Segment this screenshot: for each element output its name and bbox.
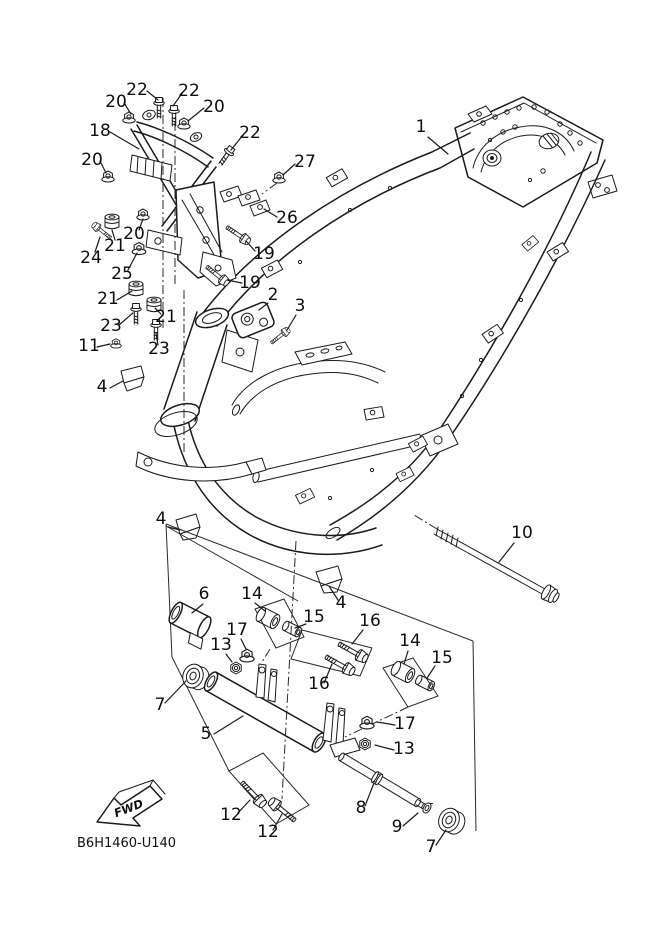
- callout-21: 3: [294, 296, 306, 316]
- nut-part-13-left: [231, 662, 241, 674]
- damper-part-21-a: [105, 214, 119, 229]
- front-bracket-assembly: [130, 109, 275, 340]
- nut-part-13-right: [360, 738, 370, 750]
- callout-34: 13: [210, 635, 232, 655]
- bottom-link-assembly: [162, 527, 561, 838]
- callout-2: 20: [105, 92, 127, 112]
- bolt-part-12-left: [238, 778, 269, 810]
- callout-32: 15: [431, 648, 453, 668]
- collar-part-15-right: [414, 674, 436, 692]
- callout-0: 22: [126, 80, 148, 100]
- bolt-part-22-b: [169, 106, 179, 127]
- callout-39: 13: [393, 739, 415, 759]
- callout-3: 20: [203, 97, 225, 117]
- callout-10: 21: [104, 236, 126, 256]
- callout-25: 4: [335, 593, 347, 613]
- callout-13: 25: [111, 264, 133, 284]
- nut-part-20-a: [123, 112, 135, 123]
- collar-part-15-left: [281, 620, 303, 638]
- callout-12: 19: [253, 244, 275, 264]
- callout-44: 7: [425, 837, 437, 857]
- callout-36: 16: [308, 674, 330, 694]
- callout-33: 17: [226, 620, 248, 640]
- callout-30: 16: [359, 611, 381, 631]
- callout-20: 2: [267, 285, 279, 305]
- diagram-code: B6H1460-U140: [77, 836, 177, 851]
- callout-19: 11: [78, 336, 100, 356]
- callout-40: 12: [220, 805, 242, 825]
- callout-15: 21: [97, 289, 119, 309]
- bushing-part-14-left: [254, 606, 282, 630]
- callout-11: 24: [80, 248, 102, 268]
- link-part-5: [202, 664, 360, 757]
- bushing-part-14-right: [389, 660, 417, 684]
- nut-part-20-c: [102, 171, 114, 182]
- nut-part-20-b: [178, 118, 190, 129]
- callout-38: 17: [394, 714, 416, 734]
- mount-part-7-right: [435, 805, 469, 838]
- bracket-part-26: [220, 186, 270, 216]
- nut-part-20-d: [137, 209, 149, 220]
- callout-29: 15: [303, 607, 325, 627]
- callout-27: 6: [198, 584, 210, 604]
- callout-14: 19: [239, 273, 261, 293]
- fwd-arrow: [97, 780, 165, 826]
- nut-part-27: [273, 172, 285, 183]
- callout-37: 5: [200, 724, 212, 744]
- callout-1: 22: [178, 81, 200, 101]
- callout-35: 7: [154, 695, 166, 715]
- callout-28: 14: [241, 584, 263, 604]
- fwd-arrow-label: FWD: [112, 796, 146, 821]
- bolt-part-10: [434, 527, 562, 606]
- nut-part-17-right: [360, 716, 374, 729]
- callout-8: 26: [276, 208, 298, 228]
- callout-26: 10: [511, 523, 533, 543]
- callout-23: 1: [415, 117, 427, 137]
- nut-part-25: [132, 243, 146, 255]
- callout-6: 20: [81, 150, 103, 170]
- callout-5: 22: [239, 123, 261, 143]
- callout-42: 8: [355, 798, 367, 818]
- callout-16: 23: [100, 316, 122, 336]
- nut-part-17-left: [240, 649, 254, 662]
- rod-part-8: [337, 751, 428, 812]
- callout-41: 12: [257, 822, 279, 842]
- callout-31: 14: [399, 631, 421, 651]
- callout-43: 9: [391, 817, 403, 837]
- pads-part-4: [121, 366, 342, 593]
- callout-7: 27: [294, 152, 316, 172]
- callout-9: 20: [123, 224, 145, 244]
- callout-24: 4: [155, 509, 167, 529]
- callout-18: 23: [148, 339, 170, 359]
- nut-part-11: [111, 339, 122, 348]
- callout-4: 18: [89, 121, 111, 141]
- callout-22: 4: [96, 377, 108, 397]
- bracket-part-2: [231, 301, 276, 339]
- callout-17: 21: [155, 307, 177, 327]
